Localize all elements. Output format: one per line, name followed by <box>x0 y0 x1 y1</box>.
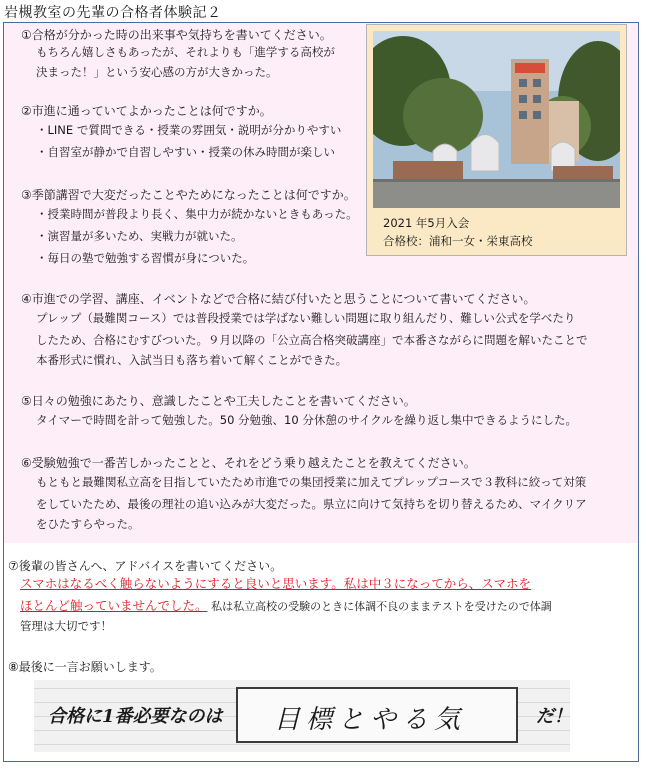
question-4: ④市進での学習、講座、イベントなどで合格に結び付いたと思うことについて書いてください。 <box>21 292 536 306</box>
answer-7-line-2 <box>20 596 552 617</box>
question-8: ⑧最後に一言お願いします。 <box>8 660 162 674</box>
answer-6-line-3: をひたすらやった。 <box>36 517 140 531</box>
answer-1-line-1: もちろん嬉しさもあったが、それよりも「進学する高校が <box>36 45 335 59</box>
question-1: ①合格が分かった時の出来事や気持ちを書いてください。 <box>21 28 332 42</box>
answer-2-line-1: ・LINE で質問できる・授業の雰囲気・説明が分かりやすい <box>36 123 342 137</box>
answer-5-line-1: タイマーで時間を計って勉強した。50 分勉強、10 分休憩のサイクルを繰り返し集中できるようにした。 <box>36 413 577 427</box>
answer-4-line-3: 本番形式に慣れ、入試当日も落ち着いて解くことができた。 <box>36 353 348 367</box>
answer-6-line-2: をしていたため、最後の理社の追い込みが大変だった。県立に向けて気持ちを切り替えるため、マイクリア <box>36 497 587 511</box>
photo-caption-schools: 合格校：浦和一女・栄東高校 <box>383 234 533 248</box>
page-title: 岩槻教室の先輩の合格者体験記２ <box>4 5 222 21</box>
question-5: ⑤日々の勉強にあたり、意識したことや工夫したことを書いてください。 <box>21 394 416 408</box>
photo-caption-join: 2021 年5月入会 <box>383 216 470 230</box>
question-2: ②市進に通っていてよかったことは何ですか。 <box>21 104 272 118</box>
answer-3-line-1: ・授業時間が普段より長く、集中力が続かないときもあった。 <box>36 207 358 221</box>
answer-2-line-2: ・自習室が静かで自習しやすい・授業の休み時間が楽しい <box>36 145 335 159</box>
question-3: ③季節講習で大変だったことやためになったことは何ですか。 <box>21 188 356 202</box>
final-message-suffix: だ！ <box>536 706 572 727</box>
answer-4-line-1: プレップ（最難関コース）では普段授業では学ばない難しい問題に取り組んだり、難しい公式を学べたり <box>36 311 576 325</box>
advice-highlight-1: スマホはなるべく触らないようにすると良いと思います。私は中３になってから、スマホを <box>20 576 532 591</box>
answer-6-line-1: もともと最難関私立高を目指していたため市進での集団授業に加えてプレップコースで３教科に絞って対策 <box>36 475 587 489</box>
advice-plain: 私は私立高校の受験のときに体調不良のままテストを受けたので体調 <box>211 600 552 613</box>
school-photo <box>373 31 620 208</box>
answer-4-line-2: したため、合格にむすびついた。９月以降の「公立高合格突破講座」で本番さながらに問題を解いたことで <box>36 333 588 347</box>
answer-3-line-2: ・演習量が多いため、実戦力が就いた。 <box>36 229 243 243</box>
answer-1-line-2: 決まった！」という安心感の方が大きかった。 <box>36 65 278 79</box>
advice-highlight-2: ほとんど触っていませんでした。 <box>20 598 208 613</box>
question-7: ⑦後輩の皆さんへ、アドバイスを書いてください。 <box>8 559 283 573</box>
answer-3-line-3: ・毎日の塾で勉強する習慣が身についた。 <box>36 251 255 265</box>
final-message-box <box>236 687 518 743</box>
answer-7-red-line-1 <box>20 574 531 594</box>
final-message-prefix: 合格に1番必要なのは <box>48 706 223 727</box>
answer-7-line-3: 管理は大切です！ <box>20 619 112 633</box>
final-message-keyword: 目標とやる気 <box>274 705 467 735</box>
school-photo-panel <box>366 24 627 256</box>
question-6: ⑥受験勉強で一番苦しかったことと、それをどう乗り越えたことを教えてください。 <box>21 456 476 470</box>
